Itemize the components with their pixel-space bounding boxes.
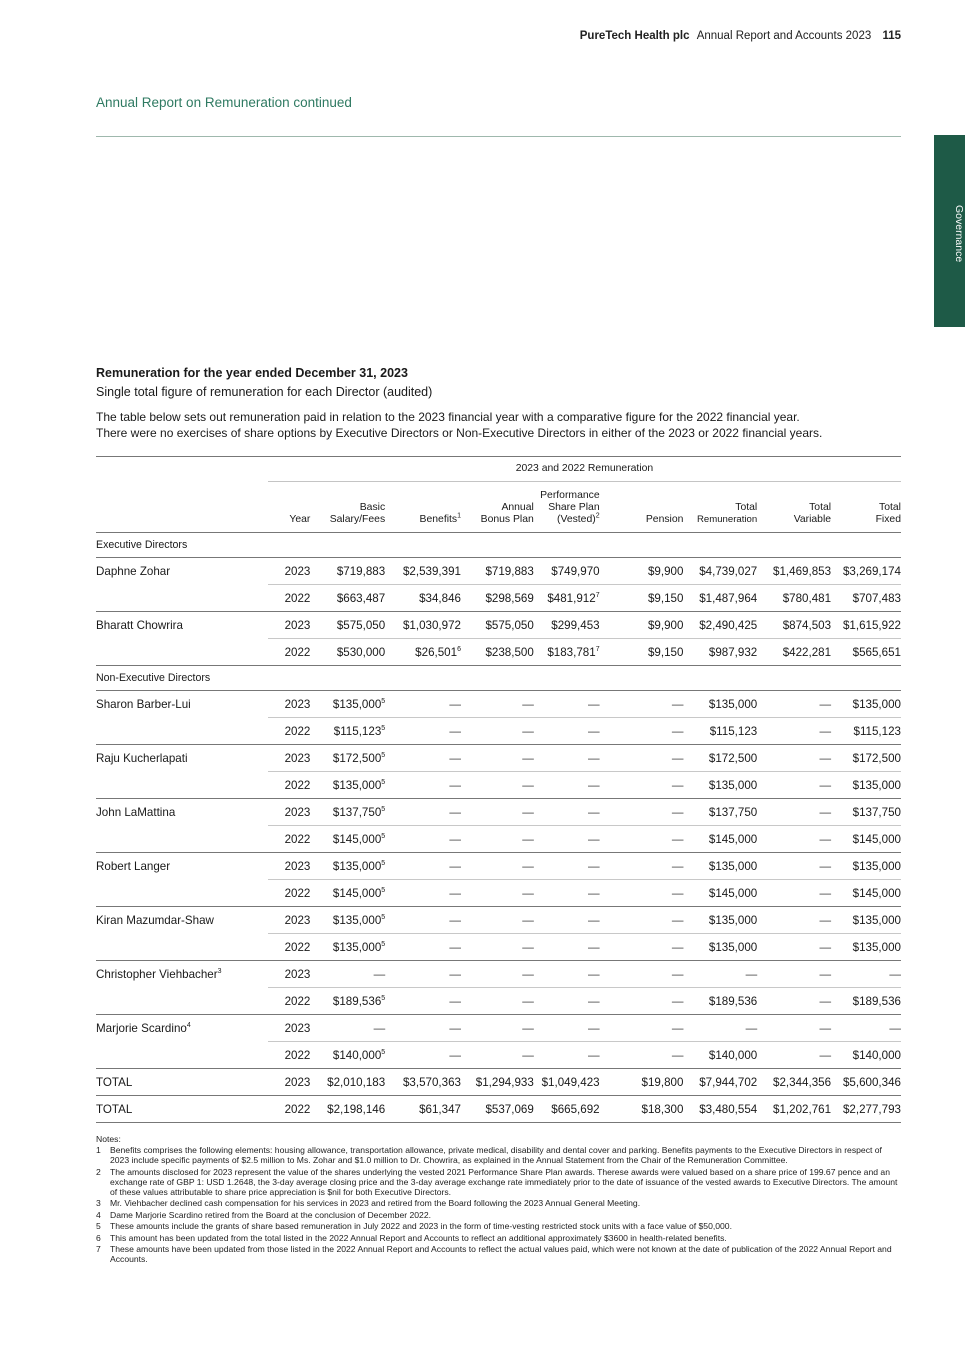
benefits-cell: — [385, 853, 461, 880]
year-cell: 2022 [268, 988, 310, 1015]
psp-cell: — [534, 1042, 609, 1069]
benefits-cell: — [385, 745, 461, 772]
pension-column-header: Pension [609, 482, 684, 533]
note-item: 1 Benefits comprises the following elements: housing allowance, transportation allowance, private medical, disability and dental cover and parking. Benefits payments to the Executive Directors in respect of 2023 include specific payments of $2.5 million to Ms. Zohar and $1.0 million to Dr. Chowrira, as explained in the Annual Statement from the Chair of the Remuneration Committee. [96, 1145, 882, 1165]
total-label: TOTAL [96, 1096, 268, 1123]
year-cell: 2023 [268, 745, 310, 772]
total-rem-cell: $137,750 [683, 799, 757, 826]
bonus-cell: — [461, 907, 534, 934]
total-var-cell: $2,344,356 [757, 1069, 831, 1096]
psp-cell: — [534, 907, 609, 934]
total-fixed-cell: — [831, 961, 901, 988]
total-rem-cell: $140,000 [683, 1042, 757, 1069]
basic-cell: $189,536$^5$ [310, 988, 385, 1015]
benefits-cell: — [385, 961, 461, 988]
total-fixed-cell: $707,483 [831, 585, 901, 612]
psp-cell: $749,970 [534, 558, 609, 585]
page-number: 115 [882, 30, 901, 42]
psp-cell: $299,453 [534, 612, 609, 639]
total-fixed-cell: $2,277,793 [831, 1096, 901, 1123]
total-fixed-cell: $115,123 [831, 718, 901, 745]
total-fixed-cell: $135,000 [831, 934, 901, 961]
notes-title: Notes: [96, 1134, 121, 1144]
bonus-column-header: Annual Bonus Plan [461, 482, 534, 533]
bonus-cell: $1,294,933 [461, 1069, 534, 1096]
note-item: 6 This amount has been updated from the total listed in the 2022 Annual Report and Accounts to reflect an additional approximately $3600 in health-related benefits. [96, 1232, 727, 1243]
table-row [96, 1042, 901, 1069]
total-fixed-cell: $137,750 [831, 799, 901, 826]
total-fixed-cell: $5,600,346 [831, 1069, 901, 1096]
basic-cell: $137,750$^5$ [310, 799, 385, 826]
basic-cell: — [310, 961, 385, 988]
psp-cell: — [534, 934, 609, 961]
remuneration-table [96, 456, 901, 1123]
total-row-2023 [96, 1069, 901, 1096]
pension-cell: — [609, 826, 684, 853]
year-cell: 2023 [268, 907, 310, 934]
total-var-cell: $780,481 [757, 585, 831, 612]
note-item: 3 Mr. Viehbacher declined cash compensation for his services in 2023 and retired from the Board following the 2023 Annual General Meeting. [96, 1198, 641, 1208]
total-fixed-cell: $135,000 [831, 907, 901, 934]
year-cell: 2023 [268, 691, 310, 718]
table-group-header-row [96, 457, 901, 482]
year-column-header: Year [268, 482, 310, 533]
benefits-cell: — [385, 718, 461, 745]
total-rem-cell: $3,480,554 [683, 1096, 757, 1123]
pension-cell: — [609, 1042, 684, 1069]
total-fixed-cell: $3,269,174 [831, 558, 901, 585]
total-rem-cell: $2,490,425 [683, 612, 757, 639]
pension-cell: — [609, 772, 684, 799]
total-var-cell: — [757, 772, 831, 799]
director-name: Raju Kucherlapati [96, 751, 188, 765]
report-title: Annual Report and Accounts 2023 [696, 30, 872, 42]
benefits-cell: — [385, 772, 461, 799]
intro-line-2: There were no exercises of share options by Executive Directors or Non-Executive Directors in either of the 2023 or 2022 financial years. [96, 426, 823, 440]
basic-column-header: Basic Salary/Fees [310, 482, 385, 533]
blank-header [96, 457, 268, 482]
basic-cell: $2,198,146 [310, 1096, 385, 1123]
year-cell: 2022 [268, 585, 310, 612]
section-row-non-executive: Non-Executive Directors [96, 666, 901, 691]
psp-cell: — [534, 880, 609, 907]
director-name: Sharon Barber-Lui [96, 697, 191, 711]
name-column-header [96, 482, 268, 533]
total-rem-cell: $172,500 [683, 745, 757, 772]
basic-cell: $135,000$^5$ [310, 691, 385, 718]
pension-cell: $19,800 [609, 1069, 684, 1096]
table-row [96, 934, 901, 961]
pension-cell: $18,300 [609, 1096, 684, 1123]
table-row [96, 612, 901, 639]
bonus-cell: — [461, 961, 534, 988]
pension-cell: $9,150 [609, 585, 684, 612]
basic-cell: $145,000$^5$ [310, 880, 385, 907]
basic-cell: $145,000$^5$ [310, 826, 385, 853]
total-rem-cell: $987,932 [683, 639, 757, 666]
bonus-cell: — [461, 718, 534, 745]
benefits-cell: — [385, 691, 461, 718]
intro-line-1: The table below sets out remuneration paid in relation to the 2023 financial year with a comparative figure for the 2022 financial year. [96, 410, 800, 424]
total-rem-cell: $145,000 [683, 826, 757, 853]
basic-cell: $172,500$^5$ [310, 745, 385, 772]
psp-cell: $183,781$^7$ [534, 639, 609, 666]
table-row [96, 988, 901, 1015]
table-column-header-row [96, 482, 901, 533]
total-rem-cell: $1,487,964 [683, 585, 757, 612]
total-var-cell: — [757, 934, 831, 961]
basic-cell: $2,010,183 [310, 1069, 385, 1096]
single-figure-subheading: Single total figure of remuneration for each Director (audited) [96, 385, 433, 399]
table-row [96, 880, 901, 907]
psp-cell: $1,049,423 [534, 1069, 609, 1096]
total-fixed-column-header: Total Fixed [831, 482, 901, 533]
benefits-cell: — [385, 988, 461, 1015]
basic-cell: $140,000$^5$ [310, 1042, 385, 1069]
total-fixed-cell: $145,000 [831, 826, 901, 853]
pension-cell: — [609, 988, 684, 1015]
total-row-2022 [96, 1096, 901, 1123]
governance-tab[interactable] [934, 135, 965, 327]
basic-cell: $115,123$^5$ [310, 718, 385, 745]
psp-cell: — [534, 961, 609, 988]
bonus-cell: $537,069 [461, 1096, 534, 1123]
pension-cell: — [609, 799, 684, 826]
basic-cell: $530,000 [310, 639, 385, 666]
page-header [580, 30, 901, 42]
pension-cell: $9,900 [609, 612, 684, 639]
total-var-cell: — [757, 1042, 831, 1069]
total-rem-cell: $189,536 [683, 988, 757, 1015]
total-rem-cell: — [683, 1015, 757, 1042]
total-var-cell: — [757, 880, 831, 907]
benefits-cell: $2,539,391 [385, 558, 461, 585]
total-var-cell: $1,469,853 [757, 558, 831, 585]
benefits-cell: — [385, 880, 461, 907]
note-item: 4 Dame Marjorie Scardino retired from the Board at the conclusion of December 2022. [96, 1209, 431, 1220]
total-var-cell: — [757, 988, 831, 1015]
year-cell: 2022 [268, 880, 310, 907]
total-fixed-cell: $135,000 [831, 772, 901, 799]
psp-cell: — [534, 853, 609, 880]
total-rem-cell: $135,000 [683, 853, 757, 880]
total-fixed-cell: $135,000 [831, 853, 901, 880]
total-rem-cell: $135,000 [683, 907, 757, 934]
total-fixed-cell: — [831, 1015, 901, 1042]
pension-cell: $9,900 [609, 558, 684, 585]
year-cell: 2022 [268, 718, 310, 745]
top-divider [96, 136, 901, 137]
note-item: 5 These amounts include the grants of share based remuneration in July 2022 and 2023 in the form of time-vesting restricted stock units with a face value of $50,000. [96, 1221, 732, 1231]
total-fixed-cell: $135,000 [831, 691, 901, 718]
total-var-cell: $1,202,761 [757, 1096, 831, 1123]
psp-cell: $665,692 [534, 1096, 609, 1123]
total-rem-cell: $135,000 [683, 691, 757, 718]
total-var-cell: — [757, 718, 831, 745]
year-cell: 2022 [268, 1096, 310, 1123]
director-name: Daphne Zohar [96, 564, 171, 578]
bonus-cell: — [461, 691, 534, 718]
pension-cell: — [609, 718, 684, 745]
table-row [96, 799, 901, 826]
bonus-cell: $575,050 [461, 612, 534, 639]
table-row [96, 853, 901, 880]
table-row [96, 826, 901, 853]
pension-cell: — [609, 934, 684, 961]
table-row [96, 772, 901, 799]
psp-column-header: Performance Share Plan (Vested)$^2$ [534, 482, 609, 533]
year-cell: 2022 [268, 826, 310, 853]
pension-cell: — [609, 880, 684, 907]
total-var-cell: $422,281 [757, 639, 831, 666]
total-var-cell: — [757, 799, 831, 826]
total-var-cell: — [757, 961, 831, 988]
bonus-cell: — [461, 988, 534, 1015]
bonus-cell: — [461, 853, 534, 880]
year-cell: 2022 [268, 639, 310, 666]
group-header: 2023 and 2022 Remuneration [268, 457, 901, 482]
benefits-cell: — [385, 826, 461, 853]
basic-cell: $135,000$^5$ [310, 853, 385, 880]
benefits-cell: $3,570,363 [385, 1069, 461, 1096]
total-rem-cell: $135,000 [683, 934, 757, 961]
basic-cell: $663,487 [310, 585, 385, 612]
total-var-cell: — [757, 907, 831, 934]
year-cell: 2023 [268, 799, 310, 826]
total-fixed-cell: $1,615,922 [831, 612, 901, 639]
benefits-cell: — [385, 1015, 461, 1042]
year-cell: 2023 [268, 961, 310, 988]
section-row-executive: Executive Directors [96, 533, 901, 558]
table-row [96, 639, 901, 666]
total-label: TOTAL [96, 1069, 268, 1096]
basic-cell: $135,000$^5$ [310, 772, 385, 799]
psp-cell: $481,912$^7$ [534, 585, 609, 612]
director-name: Robert Langer [96, 859, 171, 873]
basic-cell: $135,000$^5$ [310, 934, 385, 961]
total-rem-cell: $115,123 [683, 718, 757, 745]
psp-cell: — [534, 745, 609, 772]
table-row [96, 585, 901, 612]
benefits-cell: — [385, 1042, 461, 1069]
total-rem-cell: $135,000 [683, 772, 757, 799]
pension-cell: — [609, 745, 684, 772]
basic-cell: $719,883 [310, 558, 385, 585]
basic-cell: $575,050 [310, 612, 385, 639]
table-row [96, 1015, 901, 1042]
bonus-cell: — [461, 799, 534, 826]
benefits-cell: $61,347 [385, 1096, 461, 1123]
total-fixed-cell: $189,536 [831, 988, 901, 1015]
total-rem-cell: — [683, 961, 757, 988]
total-rem-column-header: Total Remuneration [683, 482, 757, 533]
total-var-cell: — [757, 853, 831, 880]
benefits-cell: — [385, 799, 461, 826]
total-fixed-cell: $565,651 [831, 639, 901, 666]
benefits-cell: $26,501$^6$ [385, 639, 461, 666]
year-cell: 2023 [268, 558, 310, 585]
total-var-cell: — [757, 826, 831, 853]
bonus-cell: — [461, 772, 534, 799]
director-name: Bharatt Chowrira [96, 618, 183, 632]
pension-cell: $9,150 [609, 639, 684, 666]
psp-cell: — [534, 691, 609, 718]
total-rem-cell: $7,944,702 [683, 1069, 757, 1096]
total-rem-cell: $4,739,027 [683, 558, 757, 585]
year-cell: 2022 [268, 934, 310, 961]
notes-section [96, 1134, 901, 1266]
table-row [96, 745, 901, 772]
total-var-cell: $874,503 [757, 612, 831, 639]
bonus-cell: $298,569 [461, 585, 534, 612]
section-title: Annual Report on Remuneration continued [96, 95, 352, 110]
company-name: PureTech Health plc [579, 30, 690, 42]
bonus-cell: — [461, 1042, 534, 1069]
psp-cell: — [534, 799, 609, 826]
year-cell: 2022 [268, 1042, 310, 1069]
note-item: 2 The amounts disclosed for 2023 represent the value of the shares underlying the vested 2021 Performance Share Plan awards. Therese awards were valued based on a share price of 199.67 pence and an exchange rate of GBP 1: USD 1.2648, the 3-day average closing price and the 3-day average exchange rate immediately prior to the date of issuance of the vested awards to Executive Directors. The amount of these values attributable to share price appreciation is $nil for both Executive Directors. [96, 1166, 898, 1197]
intro-paragraph [96, 409, 906, 441]
table-row [96, 907, 901, 934]
table-row [96, 558, 901, 585]
psp-cell: — [534, 772, 609, 799]
note-item: 7 These amounts have been updated from those listed in the 2022 Annual Report and Accounts to reflect the actual values paid, which were not known at the date of publication of the 2022 Annual Report and Accounts. [96, 1244, 892, 1264]
total-fixed-cell: $145,000 [831, 880, 901, 907]
basic-cell: $135,000$^5$ [310, 907, 385, 934]
benefits-cell: $34,846 [385, 585, 461, 612]
benefits-column-header: Benefits$^1$ [385, 482, 461, 533]
total-rem-cell: $145,000 [683, 880, 757, 907]
director-name: Christopher Viehbacher$^3$ [96, 967, 222, 981]
psp-cell: — [534, 988, 609, 1015]
total-var-cell: — [757, 1015, 831, 1042]
director-name: John LaMattina [96, 805, 176, 819]
total-fixed-cell: $172,500 [831, 745, 901, 772]
year-cell: 2022 [268, 772, 310, 799]
total-var-column-header: Total Variable [757, 482, 831, 533]
year-cell: 2023 [268, 612, 310, 639]
governance-tab-label: Governance [953, 205, 965, 263]
psp-cell: — [534, 1015, 609, 1042]
bonus-cell: — [461, 934, 534, 961]
benefits-cell: — [385, 907, 461, 934]
pension-cell: — [609, 1015, 684, 1042]
bonus-cell: — [461, 1015, 534, 1042]
year-cell: 2023 [268, 1015, 310, 1042]
psp-cell: — [534, 718, 609, 745]
bonus-cell: — [461, 745, 534, 772]
total-fixed-cell: $140,000 [831, 1042, 901, 1069]
pension-cell: — [609, 907, 684, 934]
pension-cell: — [609, 691, 684, 718]
director-name: Marjorie Scardino$^4$ [96, 1021, 191, 1035]
remuneration-heading: Remuneration for the year ended December 31, 2023 [96, 366, 408, 380]
bonus-cell: $719,883 [461, 558, 534, 585]
total-var-cell: — [757, 745, 831, 772]
bonus-cell: $238,500 [461, 639, 534, 666]
basic-cell: — [310, 1015, 385, 1042]
year-cell: 2023 [268, 853, 310, 880]
pension-cell: — [609, 961, 684, 988]
director-name: Kiran Mazumdar-Shaw [96, 913, 214, 927]
bonus-cell: — [461, 880, 534, 907]
total-var-cell: — [757, 691, 831, 718]
benefits-cell: $1,030,972 [385, 612, 461, 639]
benefits-cell: — [385, 934, 461, 961]
table-row [96, 961, 901, 988]
bonus-cell: — [461, 826, 534, 853]
table-row [96, 691, 901, 718]
table-row [96, 718, 901, 745]
pension-cell: — [609, 853, 684, 880]
psp-cell: — [534, 826, 609, 853]
year-cell: 2023 [268, 1069, 310, 1096]
